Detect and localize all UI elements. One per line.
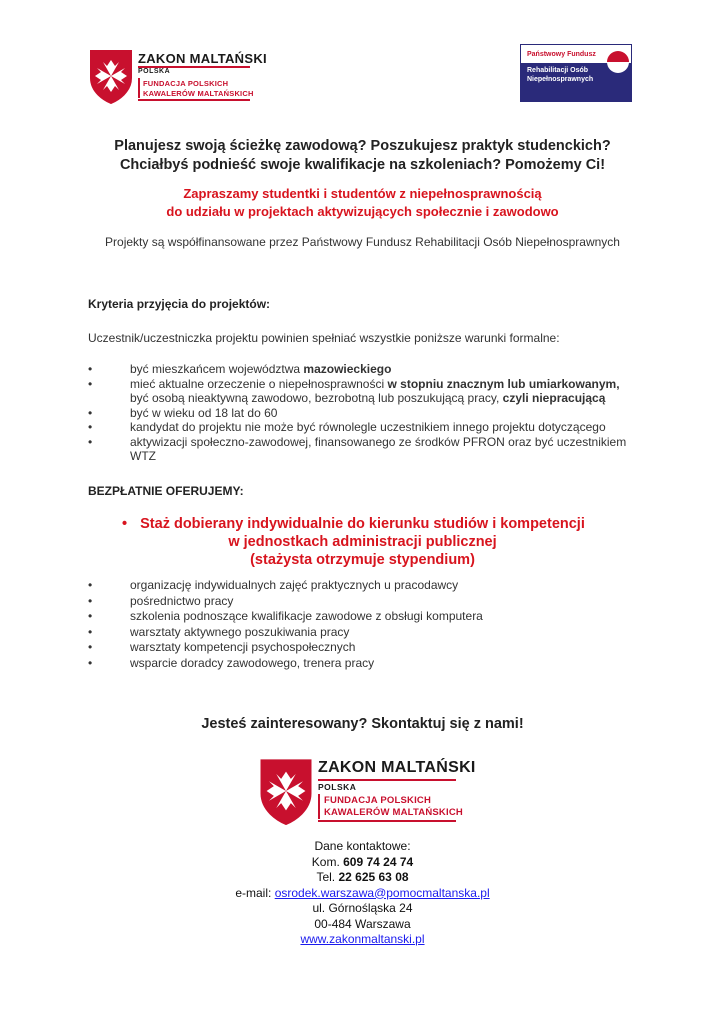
list-item: • warsztaty aktywnego poszukiwania pracy	[88, 624, 350, 639]
list-item: • aktywizacji społeczno-zawodowej, finansowanego ze środków PFRON oraz być uczestnikiem WTZ	[88, 434, 627, 463]
pfron-line3: Niepełnosprawnych	[527, 76, 594, 83]
contact-phone: Tel. 22 625 63 08	[316, 870, 409, 884]
cofinance-note: Projekty są współfinansowane przez Państwowy Fundusz Rehabilitacji Osób Niepełnosprawnych	[105, 235, 620, 249]
invite-line1: Zapraszamy studentki i studentów z niepełnosprawnością	[183, 186, 542, 201]
logo-foundation-line2: KAWALERÓW MALTAŃSKICH	[143, 89, 254, 98]
maltese-cross-shield-icon	[258, 757, 314, 825]
criteria-intro: Uczestnik/uczestniczka projektu powinien spełniać wszystkie poniższe warunki formalne:	[88, 331, 560, 345]
list-item: • być mieszkańcem województwa mazowieckiego	[88, 362, 392, 376]
logo-title: ZAKON MALTAŃSKI	[138, 51, 267, 66]
email-link[interactable]: osrodek.warszawa@pomocmaltanska.pl	[274, 885, 490, 900]
bullet-icon: •	[88, 434, 93, 449]
list-item: • kandydat do projektu nie może być równolegle uczestnikiem innego projektu dotyczącego	[88, 420, 606, 434]
offer-highlight-line3: (stażysta otrzymuje stypendium)	[250, 552, 475, 568]
bullet-icon: •	[88, 362, 93, 376]
logo-divider	[318, 779, 456, 781]
offer-highlight-line1: Staż dobierany indywidualnie do kierunku studiów i kompetencji	[140, 516, 585, 532]
bullet-icon: •	[88, 609, 93, 623]
logo-title: ZAKON MALTAŃSKI	[318, 759, 476, 776]
headline-line1: Planujesz swoją ścieżkę zawodową? Poszukujesz praktyk studenckich?	[114, 138, 611, 154]
bullet-icon: •	[88, 655, 93, 670]
bullet-icon: •	[88, 640, 93, 654]
logo-bottom	[258, 757, 478, 829]
list-item: • pośrednictwo pracy	[88, 593, 234, 608]
bullet-icon: •	[88, 376, 93, 391]
logo-vertical-rule	[318, 794, 320, 819]
offer-highlight-bullet-icon: •	[122, 516, 128, 532]
logo-top	[88, 48, 278, 108]
logo-foundation-line1: FUNDACJA POLSKICH	[143, 79, 229, 88]
list-item: • szkolenia podnoszące kwalifikacje zawodowe z obsługi komputera	[88, 609, 483, 623]
offer-title: BEZPŁATNIE OFERUJEMY:	[88, 484, 244, 498]
criteria-title: Kryteria przyjęcia do projektów:	[88, 297, 271, 311]
headline	[0, 137, 725, 175]
website-link[interactable]: www.zakonmaltanski.pl	[300, 932, 425, 946]
bullet-icon: •	[88, 420, 93, 434]
headline-line2: Chciałbyś podnieść swoje kwalifikacje na szkoleniach? Pomożemy Ci!	[119, 157, 606, 173]
offer-highlight	[0, 515, 725, 569]
pfron-line1: Państwowy Fundusz	[527, 51, 596, 58]
list-item: • warsztaty kompetencji psychospołecznych	[88, 640, 356, 654]
contact-label: Dane kontaktowe:	[314, 839, 411, 853]
pfron-line2: Rehabilitacji Osób	[527, 67, 589, 74]
list-item: • mieć aktualne orzeczenie o niepełnosprawności w stopniu znacznym lub umiarkowanym, być osobą nieaktywną zawodowo, bezrobotną lub poszukującą pracy, czyli niepracującą	[88, 376, 620, 405]
list-item: • organizację indywidualnych zajęć praktycznych u pracodawcy	[88, 578, 459, 592]
logo-subtitle: POLSKA	[138, 68, 171, 75]
offer-list	[88, 578, 648, 671]
call-to-action: Jesteś zainteresowany? Skontaktuj się z nami!	[201, 716, 524, 732]
bullet-icon: •	[88, 578, 93, 592]
pfron-circle-icon	[607, 51, 629, 73]
invite-line2: do udziału w projektach aktywizujących społecznie i zawodowo	[166, 204, 559, 219]
list-item: • wsparcie doradcy zawodowego, trenera pracy	[88, 655, 375, 670]
logo-divider-bottom	[318, 820, 456, 822]
bullet-icon: •	[88, 405, 93, 420]
offer-highlight-line2: w jednostkach administracji publicznej	[228, 534, 497, 550]
logo-subtitle: POLSKA	[318, 782, 357, 792]
contact-block	[0, 839, 725, 948]
maltese-cross-shield-icon	[88, 48, 134, 104]
contact-city: 00-484 Warszawa	[314, 916, 411, 931]
bullet-icon: •	[88, 593, 93, 608]
contact-street: ul. Górnośląska 24	[312, 901, 413, 915]
criteria-list	[88, 362, 648, 464]
invite	[0, 185, 725, 221]
logo-divider-bottom	[138, 99, 250, 101]
logo-foundation-line2: KAWALERÓW MALTAŃSKICH	[324, 807, 463, 818]
bullet-icon: •	[88, 624, 93, 639]
contact-email: e-mail: osrodek.warszawa@pomocmaltanska.pl	[235, 885, 490, 900]
pfron-logo	[520, 44, 632, 102]
contact-mobile: Kom. 609 74 24 74	[311, 854, 414, 869]
logo-foundation-line1: FUNDACJA POLSKICH	[324, 795, 432, 806]
list-item: • być w wieku od 18 lat do 60	[88, 405, 278, 420]
logo-vertical-rule	[138, 78, 140, 98]
